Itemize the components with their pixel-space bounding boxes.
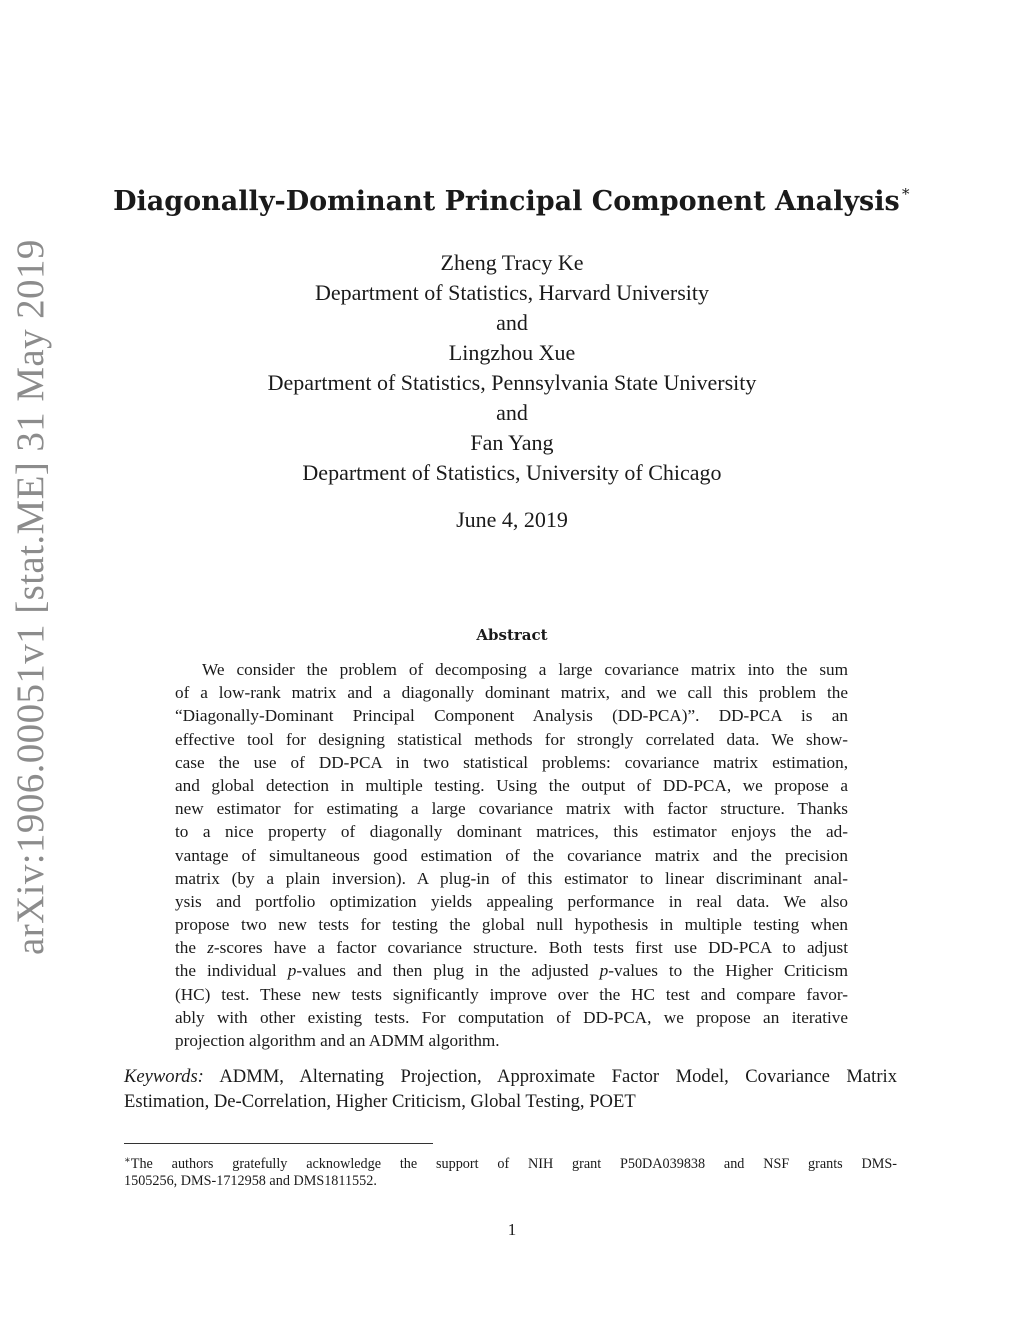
footnote-line-2: 1505256, DMS-1712958 and DMS1811552. [124,1173,377,1189]
abstract-line: projection algorithm and an ADMM algorithm. [175,1031,500,1050]
abstract-line: ably with other existing tests. For computation of DD-PCA, we propose an iterative [175,1007,848,1027]
author-name-1: Zheng Tracy Ke [440,250,584,275]
page-number: 1 [507,1220,517,1239]
keywords-line-1 [124,1064,897,1089]
abstract-line: (HC) test. These new tests significantly improve over the HC test and compare favor- [175,984,848,1004]
keywords-text-1: ADMM, Alternating Projection, Approximate Factor Model, Covariance Matrix [219,1066,897,1087]
footnote [124,1151,897,1191]
author-affiliation-2: Department of Statistics, Pennsylvania State University [267,370,757,395]
keywords-label: Keywords: [124,1066,204,1087]
abstract-heading: Abstract [476,626,548,644]
abstract-line: of a low-rank matrix and a diagonally dominant matrix, and we call this problem the [175,683,848,703]
footnote-text-1: The authors gratefully acknowledge the support of NIH grant P50DA039838 and NSF grants DMS- [130,1156,897,1172]
author-affiliation-3: Department of Statistics, University of Chicago [302,460,722,485]
abstract-line: the individual p-values and then plug in the adjusted p-values to the Higher Criticism [175,961,848,981]
paper-title-text: Diagonally-Dominant Principal Component Analysis [113,186,900,217]
title-footnote-mark: ∗ [900,182,911,200]
abstract-line: the z-scores have a factor covariance structure. Both tests first use DD-PCA to adjust [175,938,848,958]
abstract-line: “Diagonally-Dominant Principal Component Analysis (DD-PCA)”. DD-PCA is an [175,706,848,726]
abstract-body [175,658,848,1052]
author-name-2: Lingzhou Xue [448,340,576,365]
keywords-line-2: Estimation, De-Correlation, Higher Criticism, Global Testing, POET [124,1091,636,1112]
author-name-3: Fan Yang [470,430,554,455]
footnote-mark: ∗ [124,1155,131,1166]
abstract-line: and global detection in multiple testing. Using the output of DD-PCA, we propose a [175,775,848,795]
abstract-line: new estimator for estimating a large covariance matrix with factor structure. Thanks [175,799,848,819]
footnote-line-1 [124,1151,897,1171]
abstract-line: vantage of simultaneous good estimation of the covariance matrix and the precision [175,845,848,865]
author-affiliation-1: Department of Statistics, Harvard University [314,280,710,305]
abstract-line: to a nice property of diagonally dominant matrices, this estimator enjoys the ad- [175,822,848,842]
abstract-line: propose two new tests for testing the global null hypothesis in multiple testing when [175,915,848,935]
abstract-line: effective tool for designing statistical methods for strongly correlated data. We show- [175,729,848,749]
paper-title [0,182,1024,217]
abstract-line: ysis and portfolio optimization yields appealing performance in real data. We also [175,891,848,911]
paper-date: June 4, 2019 [456,507,568,532]
author-separator-1: and [496,310,528,335]
footnote-rule [124,1143,433,1144]
abstract-line: case the use of DD-PCA in two statistical problems: covariance matrix estimation, [175,752,848,772]
arxiv-identifier-stamp: arXiv:1906.00051v1 [stat.ME] 31 May 2019 [9,239,52,955]
abstract-line: We consider the problem of decomposing a large covariance matrix into the sum [202,660,848,679]
author-separator-2: and [496,400,528,425]
abstract-line: matrix (by a plain inversion). A plug-in of this estimator to linear discriminant anal- [175,868,848,888]
keywords-block [124,1064,897,1114]
